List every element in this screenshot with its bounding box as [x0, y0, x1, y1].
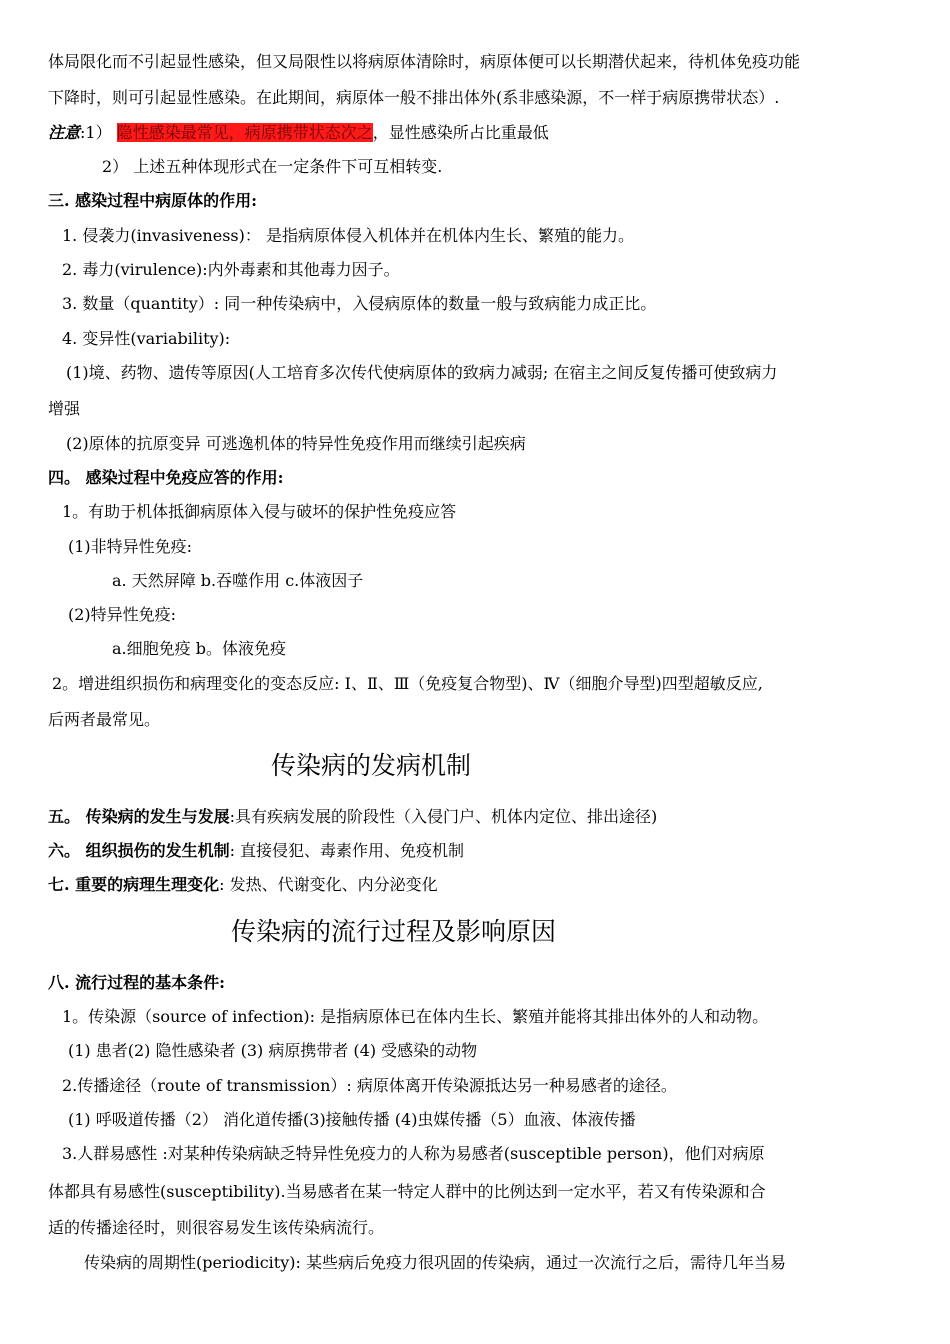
- text-line: 增强: [48, 399, 81, 418]
- text-line: 2。增进组织损伤和病理变化的变态反应: Ⅰ、Ⅱ、Ⅲ（免疫复合物型)、Ⅳ（细胞介导型)四型超敏反应,: [52, 674, 763, 693]
- text-line: (2)原体的抗原变异 可逃逸机体的特异性免疫作用而继续引起疾病: [66, 434, 526, 453]
- text-line: 传染病的周期性(periodicity): 某些病后免疫力很巩固的传染病，通过一次流行之后，需待几年当易: [84, 1253, 786, 1272]
- text-line: (1) 患者(2) 隐性感染者 (3) 病原携带者 (4) 受感染的动物: [68, 1041, 478, 1060]
- text-line: 适的传播途径时，则很容易发生该传染病流行。: [48, 1218, 385, 1237]
- text-line: (1) 呼吸道传播（2） 消化道传播(3)接触传播 (4)虫媒传播（5）血液、体液传播: [68, 1110, 636, 1129]
- text-line: 2.传播途径（route of transmission）: 病原体离开传染源抵达另一种易感者的途径。: [62, 1076, 677, 1095]
- text-line: 体局限化而不引起显性感染，但又局限性以将病原体清除时，病原体便可以长期潜伏起来，待机体免疫功能: [48, 52, 801, 71]
- section-line: [48, 806, 657, 828]
- section-text: : 直接侵犯、毒素作用、免疫机制: [229, 841, 465, 860]
- text-line: 3.人群易感性 :对某种传染病缺乏特异性免疫力的人称为易感者(susceptible person)，他们对病原: [62, 1144, 765, 1163]
- text-line: (2)特异性免疫:: [68, 605, 177, 624]
- text-line: a.细胞免疫 b。体液免疫: [112, 639, 286, 658]
- section-text: :具有疾病发展的阶段性（入侵门户、机体内定位、排出途径): [229, 807, 658, 826]
- text-line: 1。传染源（source of infection): 是指病原体已在体内生长、繁殖并能将其排出体外的人和动物。: [62, 1007, 769, 1026]
- text-line: 3. 数量（quantity）: 同一种传染病中，入侵病原体的数量一般与致病能力成正比。: [62, 294, 657, 313]
- highlighted-text: 隐性感染最常见，病原携带状态次之: [116, 123, 373, 142]
- text-line: 下降时，则可引起显性感染。在此期间，病原体一般不排出体外(系非感染源，不一样于病原携带状态）.: [48, 88, 780, 107]
- section-heading: 八. 流行过程的基本条件:: [48, 973, 226, 992]
- text-line: 体都具有易感性(susceptibility).当易感者在某一特定人群中的比例达到一定水平，若又有传染源和合: [48, 1182, 766, 1201]
- text-line: 2） 上述五种体现形式在一定条件下可互相转变.: [102, 157, 443, 176]
- section-text: : 发热、代谢变化、内分泌变化: [219, 875, 438, 894]
- text-line: 1。有助于机体抵御病原体入侵与破坏的保护性免疫应答: [62, 502, 457, 521]
- section-heading: 六。 组织损伤的发生机制: [48, 841, 230, 860]
- section-line: [48, 874, 438, 896]
- section-line: [48, 840, 464, 862]
- text-line: 后两者最常见。: [48, 710, 161, 729]
- text-line: (1)境、药物、遗传等原因(人工培育多次传代使病原体的致病力减弱; 在宿主之间反复传播可使致病力: [66, 363, 778, 382]
- note-line: [48, 122, 549, 144]
- note-number: :1）: [80, 123, 112, 142]
- text-line: a. 天然屏障 b.吞噬作用 c.体液因子: [112, 571, 364, 590]
- text-line: 2. 毒力(virulence):内外毒素和其他毒力因子。: [62, 260, 400, 279]
- section-heading: 四。 感染过程中免疫应答的作用:: [48, 468, 284, 487]
- text-line: 4. 变异性(variability):: [62, 329, 231, 348]
- note-label: 注意: [48, 123, 81, 142]
- text-line: 1. 侵袭力(invasiveness)： 是指病原体侵入机体并在机体内生长、繁殖的能力。: [62, 226, 634, 245]
- section-heading: 三. 感染过程中病原体的作用:: [48, 191, 258, 210]
- section-heading: 五。 传染病的发生与发展: [48, 807, 230, 826]
- note-rest: ，显性感染所占比重最低: [372, 123, 549, 142]
- page-title: 传染病的流行过程及影响原因: [231, 917, 557, 946]
- page-title: 传染病的发病机制: [271, 751, 472, 780]
- section-heading: 七. 重要的病理生理变化: [48, 875, 220, 894]
- text-line: (1)非特异性免疫:: [68, 537, 193, 556]
